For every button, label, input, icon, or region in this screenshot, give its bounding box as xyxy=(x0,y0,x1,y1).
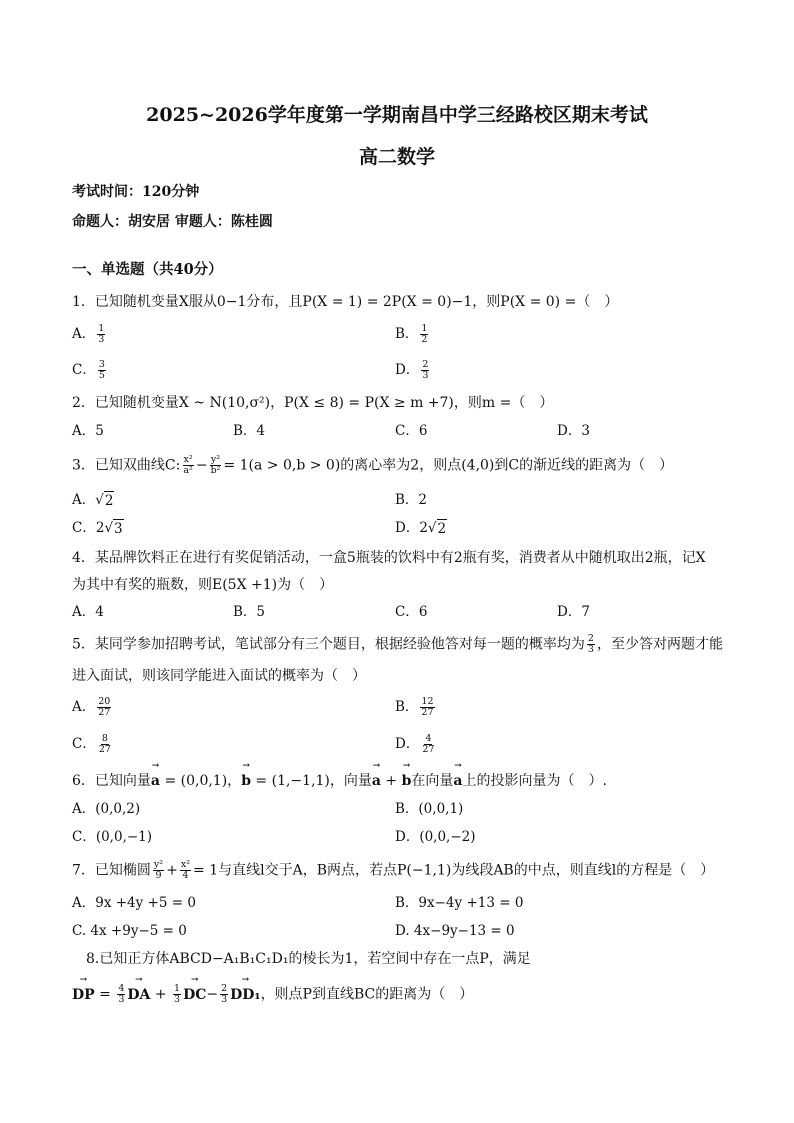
fraction: $\frac{\text{x²}}{\text{a²}}$ xyxy=(183,454,193,476)
q5-option-d[interactable]: D． $\frac{4}{27}$ xyxy=(395,733,435,755)
question-6-stem: 6．已知向量→ a = (0,0,1)，→ b = (1,−1,1)，向量→ a + → b在向量→ a上的投影向量为（ ）. xyxy=(72,771,732,791)
exam-title: 2025~2026学年度第一学期南昌中学三经路校区期末考试 xyxy=(146,104,648,126)
q4-option-c[interactable]: C．6 xyxy=(395,604,428,620)
fraction: $\frac{\text{y²}}{9}$ xyxy=(153,859,164,881)
q4-option-d[interactable]: D．7 xyxy=(557,604,590,620)
question-4-line1: 4．某品牌饮料正在进行有奖促销活动，一盒5瓶装的饮料中有2瓶有奖，消费者从中随机取出2瓶，记X xyxy=(72,550,706,566)
question-3-stem: 3．已知双曲线C: $\frac{\text{x²}}{\text{a²}}$ − $\frac{\text{y²}}{\text{b²}}$ = 1(a > 0,b > 0)的离心率为2，则点(4,0)到C的渐近线的距离为（ ） xyxy=(72,454,674,476)
question-1-stem: 1．已知随机变量X服从0−1分布，且P(X = 1) = 2P(X = 0)−1，则P(X = 0) =（ ） xyxy=(72,294,619,310)
fraction: $\frac{\text{x²}}{4}$ xyxy=(180,859,191,881)
q5-option-a[interactable]: A． $\frac{20}{27}$ xyxy=(72,696,111,718)
fraction: $\frac{20}{27}$ xyxy=(98,696,111,718)
q6-option-a[interactable]: A．(0,0,2) xyxy=(72,801,141,817)
q1-option-d[interactable] xyxy=(395,360,431,381)
fraction: $\frac{4}{3}$ xyxy=(118,983,125,1005)
fraction: $\frac{12}{27}$ xyxy=(421,696,434,718)
question-2-stem: 2．已知随机变量X ~ N(10,σ²)，P(X ≤ 8) = P(X ≥ m +7)，则m =（ ） xyxy=(72,395,554,411)
question-5-line2: 进入面试，则该同学能进入面试的概率为（ ） xyxy=(72,668,366,684)
exam-subtitle: 高二数学 xyxy=(358,146,435,168)
q6-option-d[interactable]: D．(0,0,−2) xyxy=(395,829,476,845)
q7-option-a[interactable]: A．9x +4y +5 = 0 xyxy=(72,895,196,911)
q2-option-b[interactable]: B．4 xyxy=(233,423,266,439)
fraction: $\frac{1}{3}$ xyxy=(174,983,181,1005)
q3-option-a[interactable]: A．√ 2 xyxy=(72,492,114,509)
q6-option-c[interactable]: C．(0,0,−1) xyxy=(72,829,153,845)
question-4-line2: 为其中有奖的瓶数，则E(5X +1)为（ ） xyxy=(72,577,334,593)
q7-option-b[interactable]: B．9x−4y +13 = 0 xyxy=(395,895,524,911)
sqrt: √ 2 xyxy=(95,492,114,509)
q1-option-a[interactable] xyxy=(72,324,107,345)
vector-a: → a xyxy=(453,771,462,791)
fraction: $\frac{2}{3}$ xyxy=(422,359,429,381)
option-label: D． xyxy=(395,362,420,378)
q4-option-a[interactable]: A．4 xyxy=(72,604,104,620)
vector-dp: → DP xyxy=(72,985,95,1005)
q3-option-b[interactable]: B．2 xyxy=(395,492,428,508)
question-8-line1: 8.已知正方体ABCD−A₁B₁C₁D₁的棱长为1，若空间中存在一点P，满足 xyxy=(86,951,531,967)
vector-a: → a xyxy=(372,771,381,791)
vector-dd1: → DD₁ xyxy=(230,985,260,1005)
question-8-line2: → DP = $\frac{4}{3}$ → DA + $\frac{1}{3}$ → DC− $\frac{2}{3}$ → DD₁，则点P到直线BC的距离为（ ） xyxy=(72,984,732,1005)
fraction: $\frac{8}{27}$ xyxy=(98,733,111,755)
q1-option-c[interactable] xyxy=(72,360,108,381)
question-7-stem: 7．已知椭圆 $\frac{\text{y²}}{9}$ + $\frac{\text{x²}}{4}$ = 1与直线l交于A，B两点，若点P(−1,1)为线段AB的中点，则直线l的方程是（ ） xyxy=(72,859,715,881)
q2-option-a[interactable]: A．5 xyxy=(72,423,104,439)
q4-option-b[interactable]: B．5 xyxy=(233,604,266,620)
q2-option-c[interactable]: C．6 xyxy=(395,423,428,439)
exam-authors: 命题人：胡安居 审题人：陈桂圆 xyxy=(72,214,273,230)
vector-dc: → DC xyxy=(183,985,206,1005)
q3-option-c[interactable]: C．2√ 3 xyxy=(72,520,123,537)
q7-option-d[interactable]: D. 4x−9y−13 = 0 xyxy=(395,923,515,939)
q7-option-c[interactable]: C. 4x +9y−5 = 0 xyxy=(72,923,187,939)
fraction: $\frac{4}{27}$ xyxy=(422,733,435,755)
vector-da: → DA xyxy=(127,985,150,1005)
fraction: $\frac{2}{3}$ xyxy=(221,983,228,1005)
exam-time: 考试时间：120分钟 xyxy=(72,184,200,200)
sqrt: √ 2 xyxy=(427,520,447,537)
vector-a: → a xyxy=(151,771,160,791)
fraction: $\frac{1}{2}$ xyxy=(421,323,428,345)
q5-option-c[interactable]: C． $\frac{8}{27}$ xyxy=(72,733,111,755)
option-label: B． xyxy=(395,326,419,342)
q1-option-b[interactable] xyxy=(395,324,430,345)
fraction: $\frac{\text{y²}}{\text{b²}}$ xyxy=(210,454,221,476)
q6-option-b[interactable]: B．(0,0,1) xyxy=(395,801,464,817)
section-title: 一、单选题（共40分） xyxy=(72,261,223,278)
option-label: A． xyxy=(72,326,96,342)
vector-b: → b xyxy=(241,771,251,791)
vector-b: → b xyxy=(402,771,412,791)
q3-option-d[interactable]: D．2√ 2 xyxy=(395,520,447,537)
q2-option-d[interactable]: D．3 xyxy=(557,423,590,439)
option-label: C． xyxy=(72,362,96,378)
question-5-line1: 5．某同学参加招聘考试，笔试部分有三个题目，根据经验他答对每一题的概率均为 $\frac{2}{3}$ ，至少答对两题才能 xyxy=(72,633,723,655)
fraction: $\frac{3}{5}$ xyxy=(98,359,105,381)
fraction: $\frac{1}{3}$ xyxy=(98,323,105,345)
sqrt: √ 3 xyxy=(104,520,123,537)
q5-option-b[interactable]: B． $\frac{12}{27}$ xyxy=(395,696,434,718)
fraction: $\frac{2}{3}$ xyxy=(587,633,594,655)
